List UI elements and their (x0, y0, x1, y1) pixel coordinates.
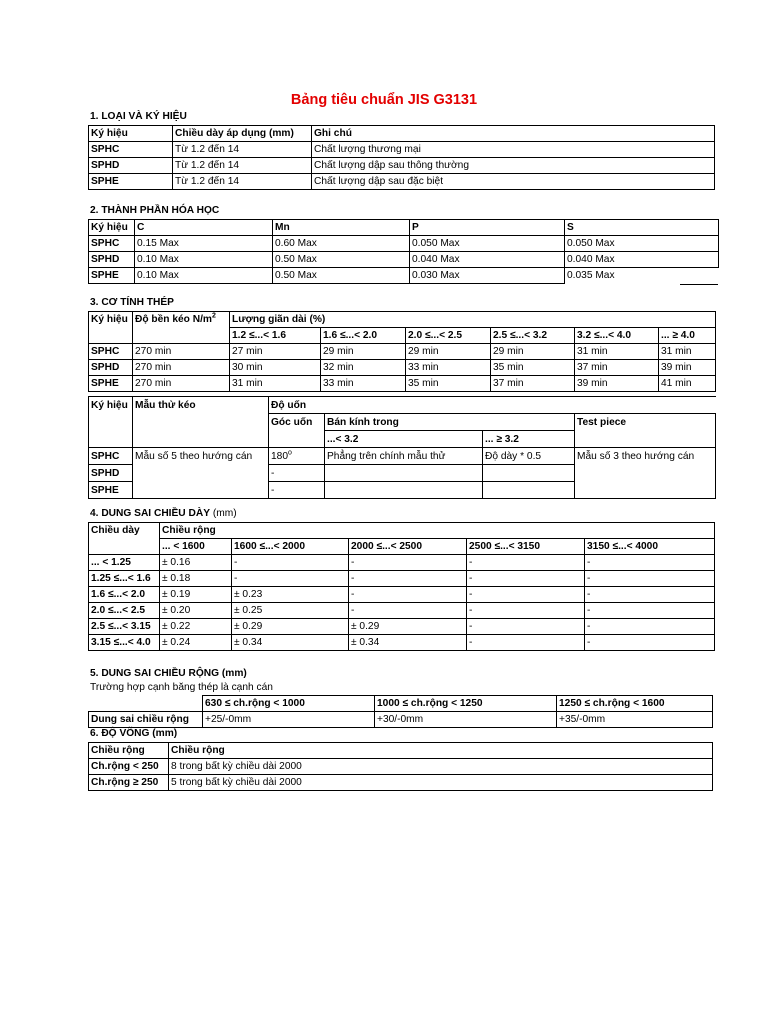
table-cell: ± 0.19 (160, 587, 232, 603)
grade-cell: SPHD (89, 158, 173, 174)
table-row (89, 465, 716, 482)
empty-cell (133, 431, 269, 448)
table-cell: Chất lượng dập sau đặc biệt (312, 174, 715, 190)
section-3-heading: 3. CƠ TÍNH THÉP (90, 297, 174, 308)
empty-cell (269, 431, 325, 448)
table-cell: 33 min (406, 360, 491, 376)
superscript: 2 (211, 312, 216, 320)
table-cell (575, 482, 716, 499)
header-cell: Chiều rộng (169, 743, 713, 759)
divider (680, 284, 718, 285)
section-6-heading: 6. ĐỘ VÕNG (mm) (90, 728, 178, 739)
header-cell (133, 312, 230, 328)
section-5-heading: 5. DUNG SAI CHIỀU RỘNG (mm) (90, 668, 247, 679)
table-cell (325, 482, 483, 499)
table-cell: - (269, 465, 325, 482)
table-row (89, 571, 715, 587)
chemical-table (88, 219, 719, 284)
table-cell: Chất lượng dập sau thông thường (312, 158, 715, 174)
header-cell: 3.2 ≤...< 4.0 (575, 328, 659, 344)
row-label: ... < 1.25 (89, 555, 160, 571)
table-header-row (89, 126, 715, 142)
table-cell: ± 0.16 (160, 555, 232, 571)
table-cell: - (585, 571, 715, 587)
grade-cell: SPHC (89, 142, 173, 158)
table-cell: 0.50 Max (273, 252, 410, 268)
row-label: Ch.rộng < 250 (89, 759, 169, 775)
table-cell: 35 min (491, 360, 575, 376)
table-cell: 270 min (133, 376, 230, 392)
empty-cell (133, 328, 230, 344)
empty-cell (133, 414, 269, 431)
grade-cell: SPHD (89, 360, 133, 376)
table-header-row (89, 431, 716, 448)
table-cell: +35/-0mm (557, 712, 713, 728)
table-cell: 0.60 Max (273, 236, 410, 252)
row-label: Dung sai chiều rộng (89, 712, 203, 728)
header-cell: ...< 3.2 (325, 431, 483, 448)
header-cell: P (410, 220, 565, 236)
header-cell: Góc uốn (269, 414, 325, 431)
table-cell: ± 0.22 (160, 619, 232, 635)
row-label: 3.15 ≤...< 4.0 (89, 635, 160, 651)
table-cell: 37 min (575, 360, 659, 376)
table-cell: - (585, 555, 715, 571)
header-cell: Lượng giãn dài (%) (230, 312, 716, 328)
table-cell (269, 448, 325, 465)
table-cell: - (467, 587, 585, 603)
table-cell: 0.040 Max (565, 252, 719, 268)
table-header-row (89, 328, 716, 344)
table-cell: Độ dày * 0.5 (483, 448, 575, 465)
heading-unit: (mm) (210, 508, 237, 519)
header-cell: Bán kính trong (325, 414, 575, 431)
table-cell: 270 min (133, 344, 230, 360)
header-cell: Chiều dày (89, 523, 160, 539)
header-cell: C (135, 220, 273, 236)
header-cell: Chiều rộng (89, 743, 169, 759)
table-cell: ± 0.25 (232, 603, 349, 619)
thickness-tolerance-table (88, 522, 715, 651)
row-label: 2.0 ≤...< 2.5 (89, 603, 160, 619)
table-cell: ± 0.18 (160, 571, 232, 587)
table-row (89, 142, 715, 158)
table-cell: 0.10 Max (135, 252, 273, 268)
section-2-heading: 2. THÀNH PHẦN HÓA HỌC (90, 205, 220, 216)
table-cell: 32 min (321, 360, 406, 376)
grade-cell: SPHC (89, 448, 133, 465)
width-note: Trường hợp cạnh băng thép là cạnh cán (90, 682, 273, 693)
header-cell: 1000 ≤ ch.rộng < 1250 (375, 696, 557, 712)
table-row (89, 619, 715, 635)
table-cell (483, 482, 575, 499)
header-cell: ... ≥ 4.0 (659, 328, 716, 344)
table-header-row (89, 220, 719, 236)
table-cell: Phẳng trên chính mẫu thử (325, 448, 483, 465)
table-cell: 0.050 Max (410, 236, 565, 252)
table-cell (133, 465, 269, 482)
header-cell: 1250 ≤ ch.rộng < 1600 (557, 696, 713, 712)
header-cell: Ký hiệu (89, 397, 133, 414)
table-cell: ± 0.29 (349, 619, 467, 635)
table-cell: - (349, 603, 467, 619)
header-cell: 2.0 ≤...< 2.5 (406, 328, 491, 344)
table-cell: - (349, 555, 467, 571)
table-row (89, 448, 716, 465)
table-cell: 35 min (406, 376, 491, 392)
row-label: Ch.rộng ≥ 250 (89, 775, 169, 791)
table-cell: 33 min (321, 376, 406, 392)
header-cell: Chiều dày áp dụng (mm) (173, 126, 312, 142)
table-header-row (89, 743, 713, 759)
empty-cell (89, 431, 133, 448)
table-row (89, 635, 715, 651)
table-cell: 0.50 Max (273, 268, 410, 284)
table-row (89, 268, 719, 284)
mechanical-table (88, 311, 716, 392)
table-cell: Mẫu số 5 theo hướng cán (133, 448, 269, 465)
table-row (89, 587, 715, 603)
table-row (89, 759, 713, 775)
header-cell: Chiều rộng (160, 523, 715, 539)
table-cell: ± 0.29 (232, 619, 349, 635)
table-cell: - (585, 619, 715, 635)
table-cell: - (349, 571, 467, 587)
table-cell: Từ 1.2 đến 14 (173, 158, 312, 174)
table-cell (325, 465, 483, 482)
table-header-row (89, 523, 715, 539)
grade-cell: SPHE (89, 268, 135, 284)
header-cell: ... < 1600 (160, 539, 232, 555)
grade-cell: SPHC (89, 344, 133, 360)
header-cell: 1.6 ≤...< 2.0 (321, 328, 406, 344)
table-cell: ± 0.23 (232, 587, 349, 603)
table-cell: Từ 1.2 đến 14 (173, 142, 312, 158)
table-cell: 270 min (133, 360, 230, 376)
table-row (89, 555, 715, 571)
row-label: 1.25 ≤...< 1.6 (89, 571, 160, 587)
table-cell: 0.15 Max (135, 236, 273, 252)
grade-cell: SPHD (89, 465, 133, 482)
empty-cell (89, 539, 160, 555)
table-cell: 31 min (230, 376, 321, 392)
grade-cell: SPHD (89, 252, 135, 268)
table-cell: Mẫu số 3 theo hướng cán (575, 448, 716, 465)
table-row (89, 376, 716, 392)
table-cell: - (467, 619, 585, 635)
table-cell: ± 0.34 (349, 635, 467, 651)
table-cell: 0.040 Max (410, 252, 565, 268)
table-row (89, 603, 715, 619)
table-cell: 39 min (659, 360, 716, 376)
table-header-row (89, 414, 716, 431)
type-table (88, 125, 715, 190)
header-cell: S (565, 220, 719, 236)
table-row (89, 236, 719, 252)
header-cell: Ký hiệu (89, 220, 135, 236)
table-cell: - (232, 555, 349, 571)
header-cell: 1.2 ≤...< 1.6 (230, 328, 321, 344)
table-header-row (89, 312, 716, 328)
width-tolerance-table (88, 695, 713, 728)
table-row (89, 712, 713, 728)
section-1-heading: 1. LOẠI VÀ KÝ HIỆU (90, 111, 187, 122)
table-header-row (89, 696, 713, 712)
table-cell: ± 0.20 (160, 603, 232, 619)
table-cell: - (467, 555, 585, 571)
header-cell: 2000 ≤...< 2500 (349, 539, 467, 555)
table-cell (483, 465, 575, 482)
table-cell: Từ 1.2 đến 14 (173, 174, 312, 190)
table-cell: 31 min (575, 344, 659, 360)
table-row (89, 174, 715, 190)
bend-angle: 180 (271, 450, 288, 462)
table-cell: +25/-0mm (203, 712, 375, 728)
header-cell: 3150 ≤...< 4000 (585, 539, 715, 555)
table-cell: 27 min (230, 344, 321, 360)
grade-cell: SPHE (89, 376, 133, 392)
table-cell: - (467, 571, 585, 587)
row-label: 2.5 ≤...< 3.15 (89, 619, 160, 635)
header-cell: 2.5 ≤...< 3.2 (491, 328, 575, 344)
page-title: Bảng tiêu chuẩn JIS G3131 (290, 92, 478, 108)
table-cell: 37 min (491, 376, 575, 392)
header-cell: ... ≥ 3.2 (483, 431, 575, 448)
table-row (89, 360, 716, 376)
empty-cell (89, 414, 133, 431)
header-cell: Test piece (575, 414, 716, 431)
empty-cell (89, 696, 203, 712)
table-cell: 30 min (230, 360, 321, 376)
table-cell: 0.050 Max (565, 236, 719, 252)
camber-table (88, 742, 713, 791)
table-cell: +30/-0mm (375, 712, 557, 728)
table-cell: ± 0.24 (160, 635, 232, 651)
grade-cell: SPHE (89, 482, 133, 499)
table-cell nr: 0.035 Max (565, 268, 719, 284)
table-header-row (89, 397, 716, 414)
header-cell: Ký hiệu (89, 126, 173, 142)
bend-test-table (88, 396, 716, 499)
empty-cell (89, 328, 133, 344)
table-cell: 5 trong bất kỳ chiều dài 2000 (169, 775, 713, 791)
header-cell: Ký hiệu (89, 312, 133, 328)
header-cell: Ghi chú (312, 126, 715, 142)
grade-cell: SPHC (89, 236, 135, 252)
table-cell: - (585, 587, 715, 603)
table-cell: 0.10 Max (135, 268, 273, 284)
table-cell: 41 min (659, 376, 716, 392)
table-row (89, 344, 716, 360)
tensile-label: Độ bền kéo N/m (135, 314, 212, 326)
header-cell: Độ uốn (269, 397, 716, 414)
header-cell: Mẫu thử kéo (133, 397, 269, 414)
table-cell: - (349, 587, 467, 603)
table-cell: Chất lượng thương mại (312, 142, 715, 158)
empty-cell (575, 431, 716, 448)
table-cell: 29 min (321, 344, 406, 360)
table-cell: 31 min (659, 344, 716, 360)
table-cell: 29 min (491, 344, 575, 360)
table-row (89, 158, 715, 174)
table-cell: - (585, 635, 715, 651)
table-cell: - (585, 603, 715, 619)
table-cell: - (269, 482, 325, 499)
degree-mark: o (288, 449, 292, 457)
header-cell: 630 ≤ ch.rộng < 1000 (203, 696, 375, 712)
section-4-heading (90, 508, 237, 519)
grade-cell: SPHE (89, 174, 173, 190)
table-cell: 0.030 Max (410, 268, 565, 284)
table-header-row (89, 539, 715, 555)
table-row (89, 775, 713, 791)
table-cell (575, 465, 716, 482)
table-cell: - (467, 635, 585, 651)
heading-text: 4. DUNG SAI CHIỀU DÀY (90, 508, 211, 519)
table-cell: - (467, 603, 585, 619)
row-label: 1.6 ≤...< 2.0 (89, 587, 160, 603)
header-cell: Mn (273, 220, 410, 236)
header-cell: 1600 ≤...< 2000 (232, 539, 349, 555)
header-cell: 2500 ≤...< 3150 (467, 539, 585, 555)
table-row (89, 482, 716, 499)
table-cell: - (232, 571, 349, 587)
table-cell: 29 min (406, 344, 491, 360)
table-row (89, 252, 719, 268)
table-cell: ± 0.34 (232, 635, 349, 651)
table-cell: 8 trong bất kỳ chiều dài 2000 (169, 759, 713, 775)
table-cell (133, 482, 269, 499)
table-cell: 39 min (575, 376, 659, 392)
